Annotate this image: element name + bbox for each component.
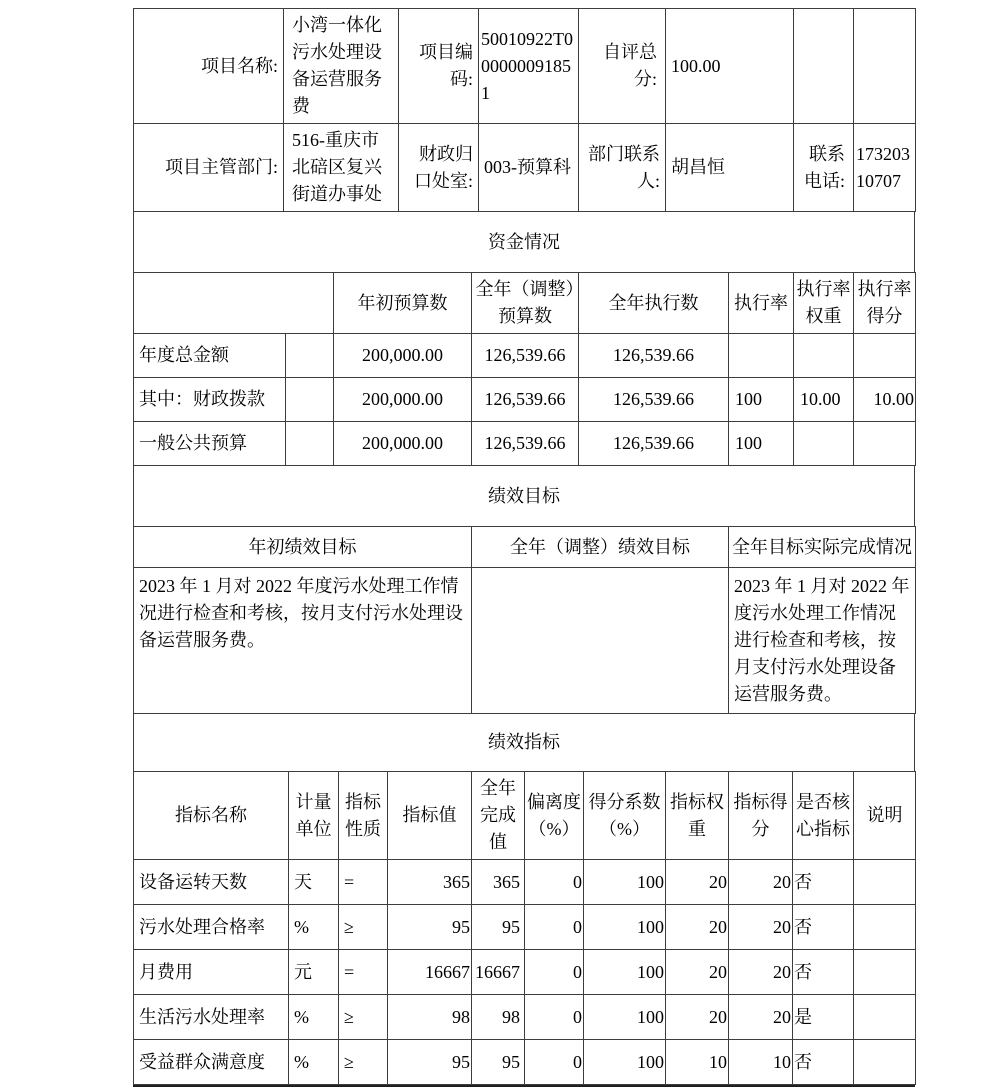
- indicator-completed: 365: [472, 860, 525, 905]
- indicator-header-score-coef: 得分系数（%）: [584, 772, 666, 860]
- indicator-target: 365: [388, 860, 472, 905]
- indicator-note: [854, 905, 916, 950]
- funding-cell-rate-weight: [794, 334, 854, 378]
- self-eval-score-label: 自评总分:: [579, 9, 666, 124]
- project-info-row: [134, 124, 916, 212]
- indicator-score: 10: [729, 1040, 793, 1085]
- indicator-target: 95: [388, 1040, 472, 1085]
- dept-label: 项目主管部门:: [134, 124, 284, 212]
- indicator-header-score: 指标得分: [729, 772, 793, 860]
- funding-cell-adjusted-budget: 126,539.66: [472, 422, 579, 466]
- empty-cell: [286, 334, 334, 378]
- funding-row-fiscal: [134, 378, 916, 422]
- indicator-target: 95: [388, 905, 472, 950]
- empty-cell: [794, 9, 854, 124]
- funding-section-header: [133, 211, 915, 273]
- goal-actual-text: 2023 年 1 月对 2022 年度污水处理工作情况进行检查和考核，按月支付污水处理设备运营服务费。: [729, 568, 916, 714]
- indicator-completed: 98: [472, 995, 525, 1040]
- indicator-note: [854, 995, 916, 1040]
- funding-header-exec-rate: 执行率: [729, 273, 794, 334]
- indicator-header-weight: 指标权重: [666, 772, 729, 860]
- indicator-core-flag: 否: [793, 905, 854, 950]
- phone-value: 17320310707: [854, 124, 916, 212]
- goals-section-title: 绩效目标: [134, 466, 915, 527]
- goals-header-row: [134, 527, 916, 568]
- indicator-nature: ≥: [339, 1040, 388, 1085]
- funding-header-initial-budget: 年初预算数: [334, 273, 472, 334]
- funding-cell-initial-budget: 200,000.00: [334, 378, 472, 422]
- funding-header-rate-score: 执行率得分: [854, 273, 916, 334]
- indicator-row: [134, 905, 916, 950]
- self-evaluation-form: [133, 8, 915, 1087]
- funding-row-public-budget: [134, 422, 916, 466]
- indicator-score-coef: 100: [584, 950, 666, 995]
- indicator-deviation: 0: [525, 950, 584, 995]
- indicator-name: 受益群众满意度: [134, 1040, 289, 1085]
- indicator-unit: %: [289, 1040, 339, 1085]
- project-name-value: 小湾一体化污水处理设备运营服务费: [284, 9, 399, 124]
- project-name-label: 项目名称:: [134, 9, 284, 124]
- funding-header-executed: 全年执行数: [579, 273, 729, 334]
- indicators-section-title: 绩效指标: [134, 714, 915, 772]
- phone-label: 联系电话:: [794, 124, 854, 212]
- funding-cell-rate-weight: [794, 422, 854, 466]
- funding-row-label: 年度总金额: [134, 334, 286, 378]
- indicator-header-name: 指标名称: [134, 772, 289, 860]
- indicator-score-coef: 100: [584, 1040, 666, 1085]
- indicator-weight: 20: [666, 905, 729, 950]
- indicator-row: [134, 860, 916, 905]
- goals-header-adjusted: 全年（调整）绩效目标: [472, 527, 729, 568]
- indicator-weight: 20: [666, 860, 729, 905]
- contact-person-label: 部门联系人:: [579, 124, 666, 212]
- funding-cell-initial-budget: 200,000.00: [334, 334, 472, 378]
- self-eval-score-value: 100.00: [666, 9, 794, 124]
- indicator-nature: =: [339, 950, 388, 995]
- indicator-core-flag: 否: [793, 1040, 854, 1085]
- funding-header-rate-weight: 执行率权重: [794, 273, 854, 334]
- indicator-core-flag: 是: [793, 995, 854, 1040]
- goal-initial-text: 2023 年 1 月对 2022 年度污水处理工作情况进行检查和考核，按月支付污水处理设备运营服务费。: [134, 568, 472, 714]
- indicator-name: 污水处理合格率: [134, 905, 289, 950]
- funding-section-title: 资金情况: [134, 212, 915, 273]
- indicator-score-coef: 100: [584, 860, 666, 905]
- indicators-section-header: [133, 713, 915, 772]
- project-code-label: 项目编码:: [399, 9, 479, 124]
- indicator-note: [854, 860, 916, 905]
- funding-cell-exec-rate: 100: [729, 422, 794, 466]
- indicator-row: [134, 950, 916, 995]
- indicator-name: 月费用: [134, 950, 289, 995]
- indicator-completed: 16667: [472, 950, 525, 995]
- indicator-header-unit: 计量单位: [289, 772, 339, 860]
- indicator-header-completed: 全年完成值: [472, 772, 525, 860]
- funding-cell-adjusted-budget: 126,539.66: [472, 378, 579, 422]
- indicator-score: 20: [729, 905, 793, 950]
- indicator-score: 20: [729, 950, 793, 995]
- indicator-weight: 20: [666, 995, 729, 1040]
- dept-value: 516-重庆市北碚区复兴街道办事处: [284, 124, 399, 212]
- indicator-header-core: 是否核心指标: [793, 772, 854, 860]
- funding-row-label: 一般公共预算: [134, 422, 286, 466]
- funding-row-label: 其中：财政拨款: [134, 378, 286, 422]
- contact-person-value: 胡昌恒: [666, 124, 794, 212]
- indicator-unit: 元: [289, 950, 339, 995]
- indicator-deviation: 0: [525, 905, 584, 950]
- funding-cell-executed: 126,539.66: [579, 334, 729, 378]
- empty-cell: [286, 422, 334, 466]
- indicator-score-coef: 100: [584, 995, 666, 1040]
- indicator-weight: 20: [666, 950, 729, 995]
- indicator-deviation: 0: [525, 860, 584, 905]
- indicator-row: [134, 995, 916, 1040]
- funding-cell-executed: 126,539.66: [579, 422, 729, 466]
- funding-header-adjusted-budget: 全年（调整）预算数: [472, 273, 579, 334]
- funding-cell-initial-budget: 200,000.00: [334, 422, 472, 466]
- finance-office-label: 财政归口处室:: [399, 124, 479, 212]
- indicator-header-note: 说明: [854, 772, 916, 860]
- funding-cell-rate-score: 10.00: [854, 378, 916, 422]
- funding-cell-rate-weight: 10.00: [794, 378, 854, 422]
- indicators-table: [133, 771, 916, 1085]
- indicator-name: 设备运转天数: [134, 860, 289, 905]
- indicator-note: [854, 950, 916, 995]
- indicators-header-row: [134, 772, 916, 860]
- goals-table: [133, 526, 916, 714]
- goal-adjusted-text: [472, 568, 729, 714]
- indicator-note: [854, 1040, 916, 1085]
- funding-cell-adjusted-budget: 126,539.66: [472, 334, 579, 378]
- funding-row-total: [134, 334, 916, 378]
- indicator-unit: %: [289, 905, 339, 950]
- goals-section-header: [133, 465, 915, 527]
- indicator-nature: ≥: [339, 905, 388, 950]
- indicator-core-flag: 否: [793, 950, 854, 995]
- funding-cell-exec-rate: 100: [729, 378, 794, 422]
- indicator-header-nature: 指标性质: [339, 772, 388, 860]
- project-code-value: 50010922T000000091851: [479, 9, 579, 124]
- funding-cell-executed: 126,539.66: [579, 378, 729, 422]
- indicator-deviation: 0: [525, 1040, 584, 1085]
- indicator-score-coef: 100: [584, 905, 666, 950]
- empty-cell: [286, 378, 334, 422]
- funding-cell-exec-rate: [729, 334, 794, 378]
- funding-table: [133, 272, 916, 466]
- indicator-score: 20: [729, 860, 793, 905]
- funding-cell-rate-score: [854, 422, 916, 466]
- indicator-row: [134, 1040, 916, 1085]
- indicator-target: 16667: [388, 950, 472, 995]
- project-info-table: [133, 8, 916, 212]
- indicator-score: 20: [729, 995, 793, 1040]
- goals-header-initial: 年初绩效目标: [134, 527, 472, 568]
- empty-cell: [854, 9, 916, 124]
- funding-header-row: [134, 273, 916, 334]
- indicator-name: 生活污水处理率: [134, 995, 289, 1040]
- goals-header-actual: 全年目标实际完成情况: [729, 527, 916, 568]
- indicator-completed: 95: [472, 1040, 525, 1085]
- indicator-header-target: 指标值: [388, 772, 472, 860]
- indicator-target: 98: [388, 995, 472, 1040]
- indicator-unit: %: [289, 995, 339, 1040]
- indicator-weight: 10: [666, 1040, 729, 1085]
- finance-office-value: 003-预算科: [479, 124, 579, 212]
- indicator-core-flag: 否: [793, 860, 854, 905]
- indicator-deviation: 0: [525, 995, 584, 1040]
- indicator-nature: =: [339, 860, 388, 905]
- funding-cell-rate-score: [854, 334, 916, 378]
- indicator-completed: 95: [472, 905, 525, 950]
- indicator-header-deviation: 偏离度（%）: [525, 772, 584, 860]
- indicator-unit: 天: [289, 860, 339, 905]
- project-info-row: [134, 9, 916, 124]
- funding-header-empty: [134, 273, 334, 334]
- goals-content-row: [134, 568, 916, 714]
- indicator-nature: ≥: [339, 995, 388, 1040]
